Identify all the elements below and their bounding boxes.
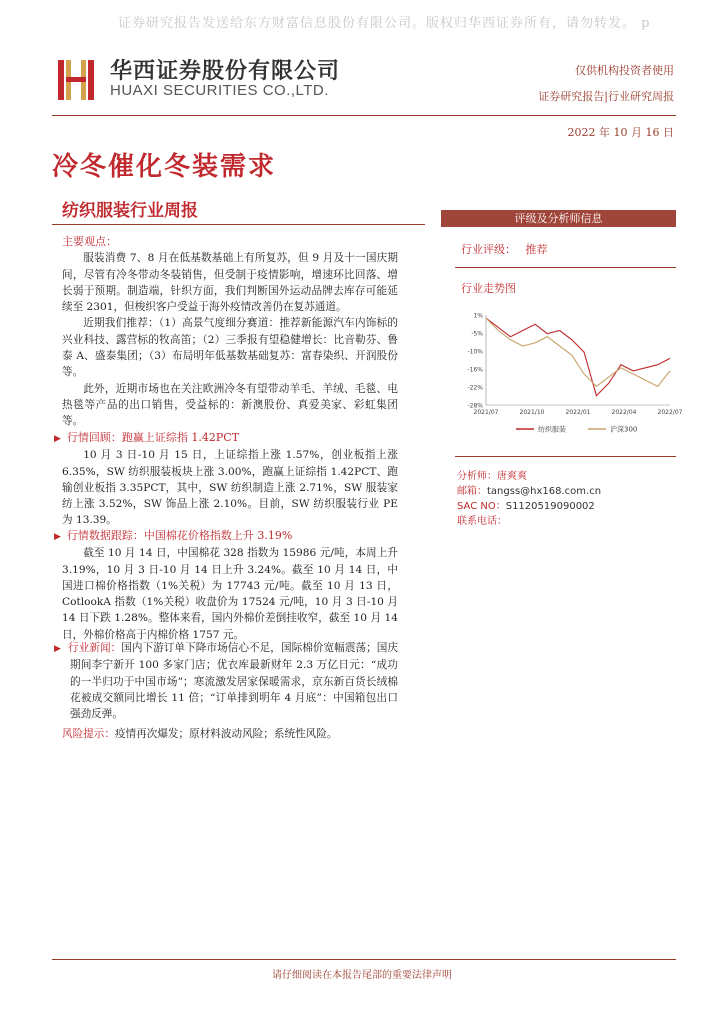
footer-rule [52,959,676,960]
section-title: 行情数据跟踪：中国棉花价格指数上升 3.19% [66,529,293,542]
subtitle-rule [52,224,425,225]
section-text: 截至 10 月 14 日，中国棉花 328 指数为 15986 元/吨，本周上升 3.19%，10 月 3 日-10 月 14 日上升 3.24%。截至 10 月 14 日，中国进口棉价格指数（1%关税）为 17743 元/吨。截至 10 月 13 日，CotlookA 指数（1%关税）收盘价为 17524 元/吨，10 月 3 日-10 月 14 日下跌 1.28%。整体来看，国内外棉价差倒挂收窄，截至 10 月 14 日，外棉价格高于内棉价格 1757 元。 [62,547,398,641]
data-tracking-section [54,528,398,643]
section-text: 国内下游订单下降市场信心不足，国际棉价宽幅震荡；国庆期间李宁新开 100 多家门店；优衣库最新财年 2.3 万亿日元：“成功的一半归功于中国市场”；寒流激发居家保暖需求，京东新百货长绒棉花被成交额同比增长 11 倍；“订单排到明年 4 月底”：中国箱包出口强劲反弹。 [70,642,399,721]
key-point-paragraph: 近期我们推荐：（1）高景气度细分赛道：推荐新能源汽车内饰标的兴业科技、露营标的牧高笛；（2）三季报有望稳健增长：比音勒芬、鲁泰 A、盛泰集团；（3）布局明年低基数基础复苏：富春染织、开润股份等。 [62,317,398,379]
email-label: 邮箱： [457,486,487,497]
panel-rule [455,456,676,457]
report-title: 冷冬催化冬装需求 [52,152,277,182]
series-line [486,318,670,386]
industry-news-section: ▶ 行业新闻：国内下游订单下降市场信心不足，国际棉价宽幅震荡；国庆期间李宁新开 100 多家门店；优衣库最新财年 2.3 万亿日元：“成功的一半归功于中国市场”；寒流激发居家保暖需求，京东新百货长绒棉花被成交额同比增长 11 倍；“订单排到明年 4 月底”：中国箱包出口强劲反弹。 [54,642,399,721]
risk-text: 疫情再次爆发；原材料波动风险；系统性风险。 [114,728,338,740]
x-tick-label: 2021/10 [519,409,545,416]
company-name-cn: 华西证券股份有限公司 [110,59,341,84]
bullet-triangle-icon: ▶ [54,434,61,444]
analyst-name: 唐爽爽 [497,471,527,482]
phone-label: 联系电话： [457,516,507,527]
y-tick-label: -10% [467,348,483,356]
usage-note: 仅供机构投资者使用 [575,64,674,77]
watermark: 证券研究报告发送给东方财富信息股份有限公司。版权归华西证券所有，请勿转发。 p [118,16,651,31]
trend-label: 行业走势图 [461,282,516,295]
rating-value: 推荐 [525,243,548,256]
key-point-paragraph: 服装消费 7、8 月在低基数基础上有所复苏，但 9 月及十一国庆期间，尽管有冷冬带动冬装销售，但受制于疫情影响，增速环比回落、增长弱于预期。制造端，针织方面，我们判断国外运动品牌去库存可能延续至 2301，但梭织客户受益于海外疫情改善仍在复苏通道。 [62,252,398,314]
section-title: 行情回顾：跑赢上证综指 1.42PCT [66,431,240,444]
panel-header: 评级及分析师信息 [441,210,676,227]
analyst-label: 分析师： [457,471,497,482]
header-rule [52,115,676,116]
x-tick-label: 2022/04 [611,409,637,416]
report-type: 证券研究报告|行业研究周报 [538,90,674,103]
sac-label: SAC NO： [457,501,506,512]
key-points-section [62,234,398,430]
bullet-triangle-icon: ▶ [54,532,61,542]
legend-label: 沪深300 [610,425,638,434]
y-tick-label: -16% [467,366,483,374]
legend-label: 纺织服装 [538,425,566,434]
section-title: 行业新闻： [68,642,122,654]
y-tick-label: -28% [467,402,483,410]
y-tick-label: -5% [471,330,483,338]
report-subtitle: 纺织服装行业周报 [62,201,198,221]
x-tick-label: 2022/01 [565,409,591,416]
x-tick-label: 2021/07 [473,409,499,416]
market-review-section [54,430,398,529]
risk-label: 风险提示： [62,728,115,740]
industry-trend-chart [456,305,683,445]
rating-panel [441,210,676,296]
series-line [486,318,670,396]
rating-label: 行业评级： [461,243,516,256]
key-point-paragraph: 此外，近期市场也在关注欧洲冷冬有望带动羊毛、羊绒、毛毯、电热毯等产品的出口销售，受益标的：新澳股份、真爱美家、彩虹集团等。 [62,382,398,428]
y-tick-label: -22% [467,384,483,392]
company-name-en: HUAXI SECURITIES CO.,LTD. [110,82,329,99]
legal-disclaimer-footer: 请仔细阅读在本报告尾部的重要法律声明 [272,970,452,981]
section-text: 10 月 3 日-10 月 15 日，上证综指上涨 1.57%，创业板指上涨 6.35%，SW 纺织服装板块上涨 3.00%，跑赢上证综指 1.42PCT、跑输创业板指 3.35PCT，其中，SW 纺织制造上涨 2.71%，SW 服装家纺上涨 3.52%，SW 饰品上涨 2.10%。目前，SW 纺织服装行业 PE 为 13.39。 [62,449,398,527]
y-tick-label: 1% [473,312,483,320]
huaxi-logo-icon [54,58,98,102]
key-points-label: 主要观点： [62,235,117,248]
sac-number: S1120519090002 [505,501,595,512]
risk-section [62,726,398,742]
report-date: 2022 年 10 月 16 日 [567,126,674,139]
email-link[interactable]: tangss@hx168.com.cn [487,486,602,497]
x-tick-label: 2022/07 [657,409,683,416]
